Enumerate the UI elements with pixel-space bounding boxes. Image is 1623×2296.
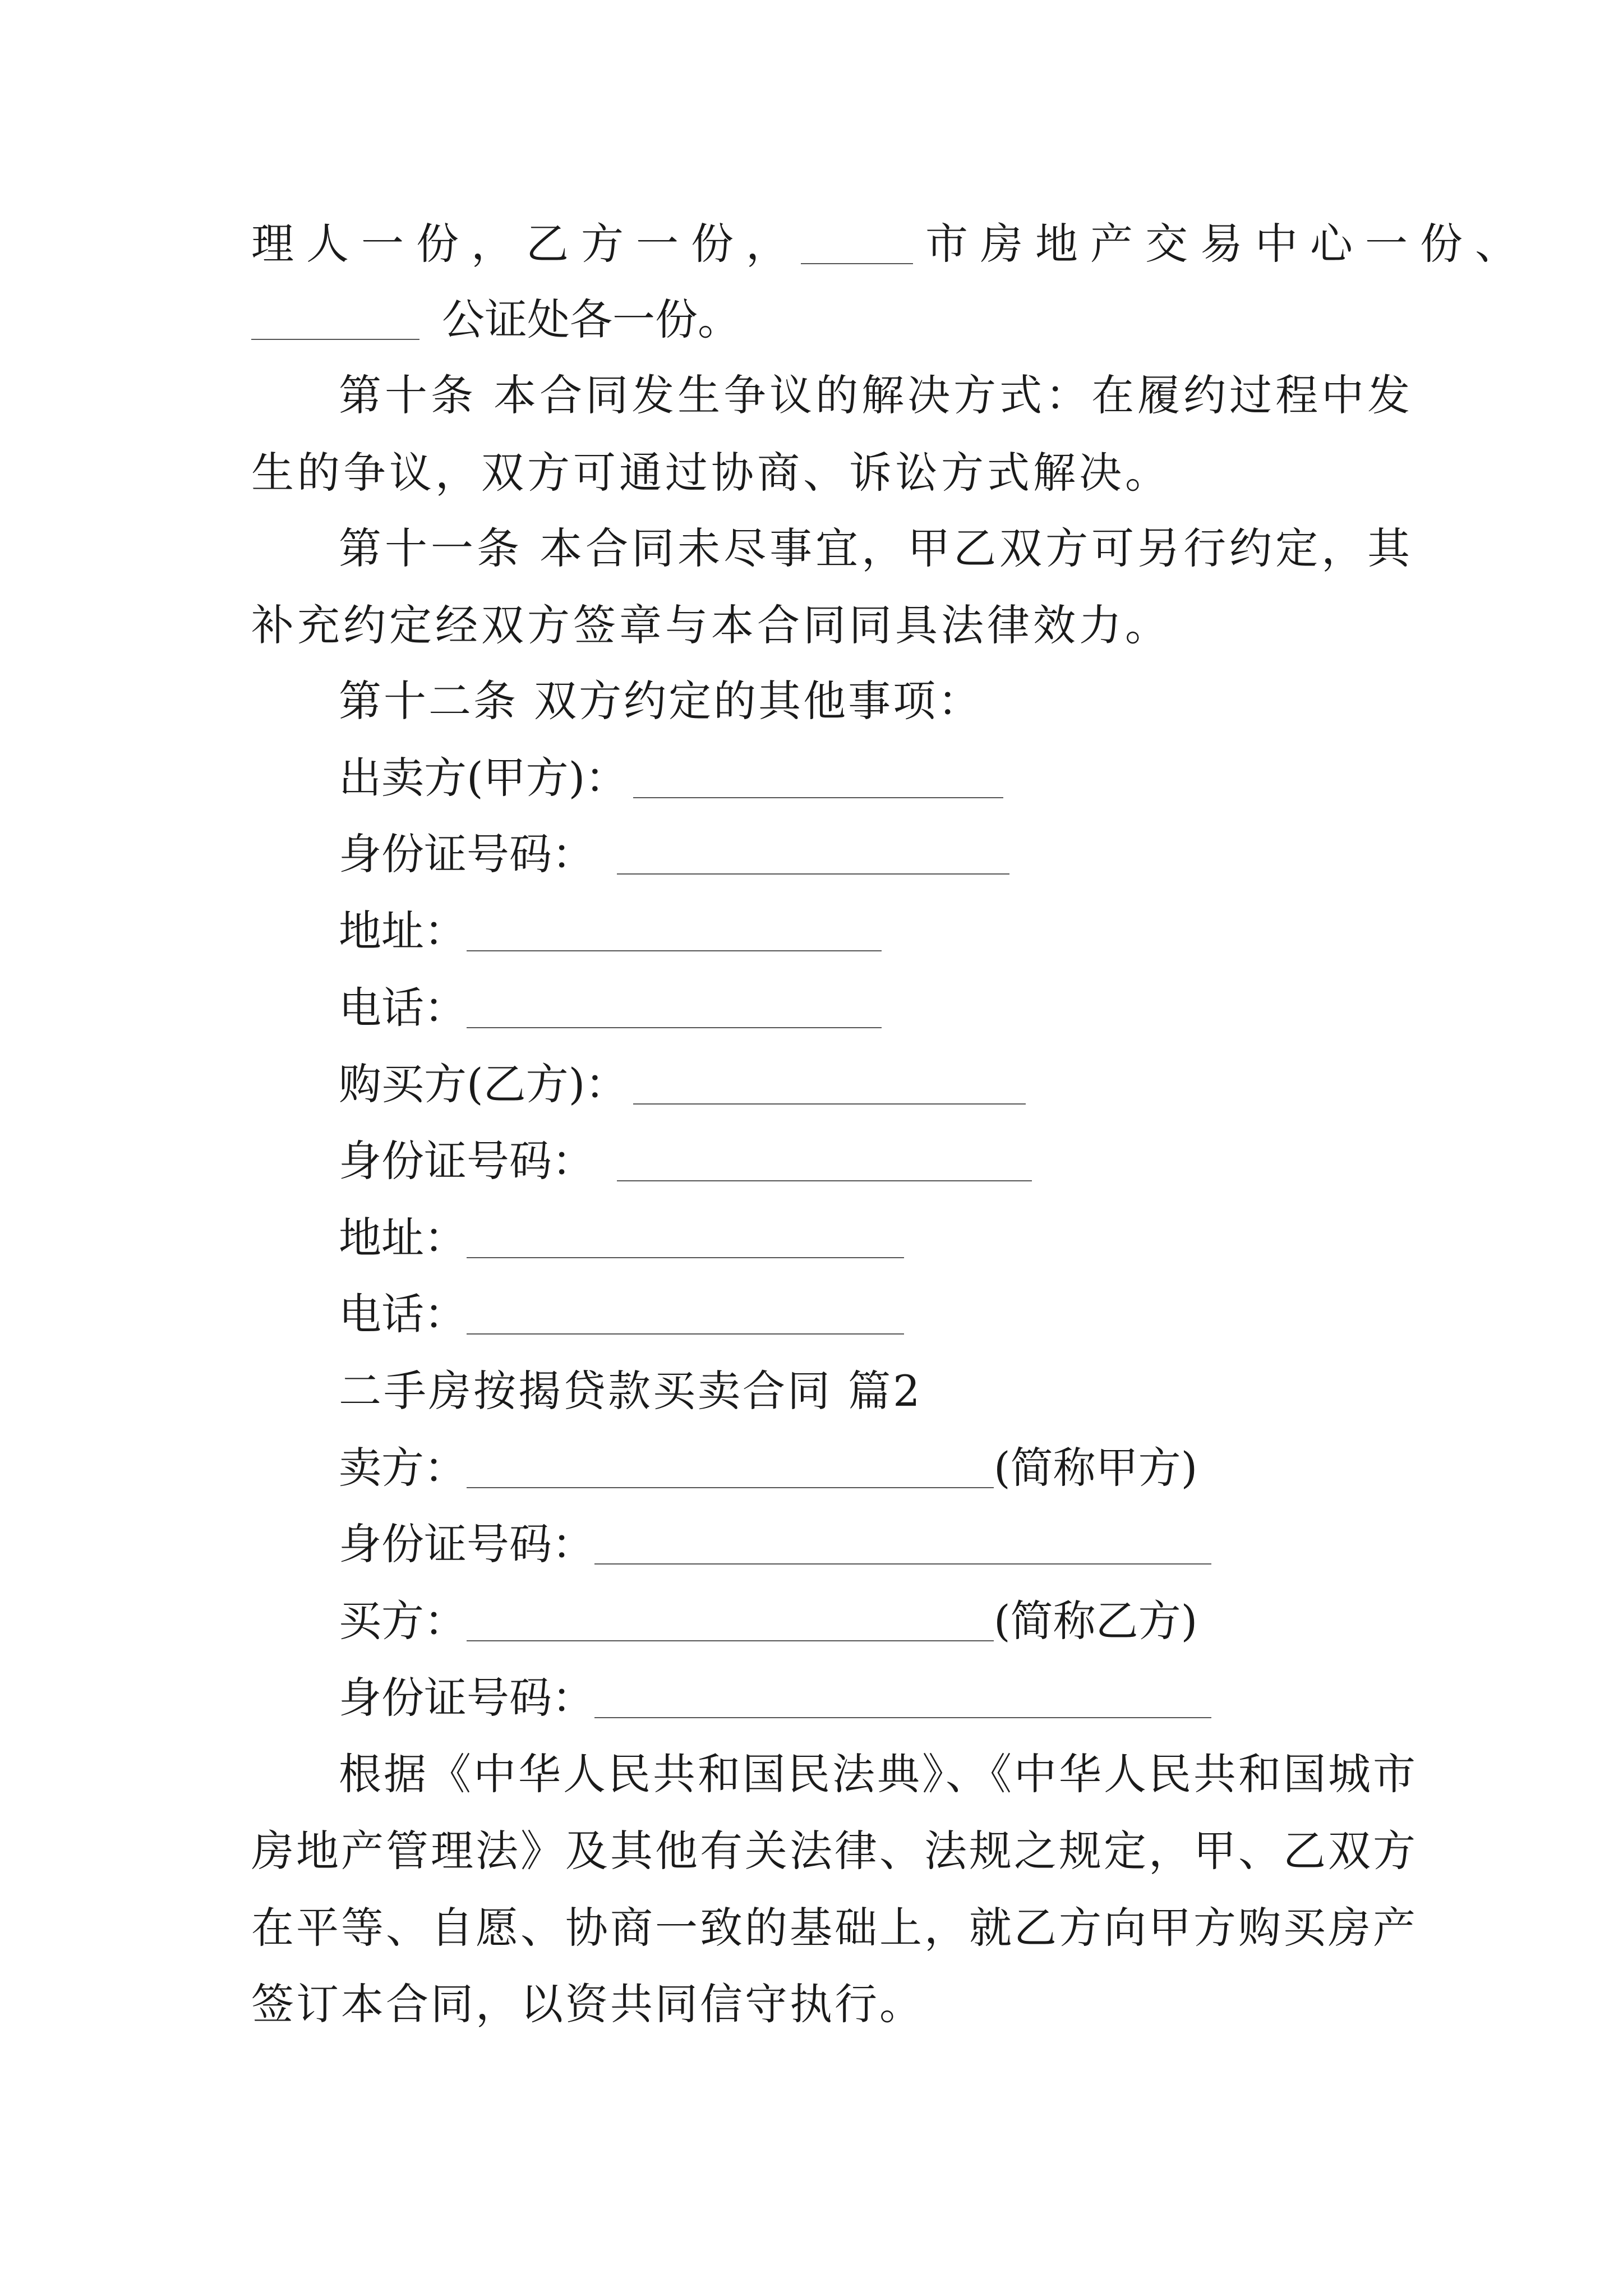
buyer-address-field[interactable] — [467, 1221, 904, 1258]
notary-line — [251, 292, 740, 348]
copies-text-2: 市房地产交易中心一份、 — [925, 219, 1530, 269]
seller-phone-field[interactable] — [467, 991, 882, 1028]
seller-phone-row — [339, 980, 882, 1036]
city-blank[interactable] — [801, 227, 913, 264]
seller2-id-row — [339, 1516, 1211, 1572]
buyer-id-field[interactable] — [617, 1144, 1032, 1181]
seller-id-row — [339, 826, 1009, 882]
buyer-address-row — [339, 1210, 904, 1266]
article-10-line-1: 第十条 本合同发生争议的解决方式：在履约过程中发 — [339, 370, 1414, 420]
buyer2-id-row — [339, 1670, 1211, 1726]
preamble-line-4: 签订本合同，以资共同信守执行。 — [251, 1979, 924, 2029]
buyer-phone-field[interactable] — [467, 1297, 904, 1335]
article-11-line-1: 第十一条 本合同未尽事宜，甲乙双方可另行约定，其 — [339, 523, 1414, 573]
buyer2-id-field[interactable] — [594, 1681, 1211, 1718]
seller-id-field[interactable] — [617, 838, 1009, 875]
buyer2-label: 买方： — [339, 1596, 467, 1646]
seller-address-field[interactable] — [467, 914, 882, 951]
seller-name-field[interactable] — [633, 761, 1003, 798]
buyer2-suffix: (简称乙方) — [994, 1596, 1198, 1646]
notary-blank[interactable] — [251, 303, 419, 340]
buyer2-row — [339, 1593, 1197, 1649]
article-11-line-2: 补充约定经双方签章与本合同同具法律效力。 — [251, 600, 1171, 650]
buyer-phone-row — [339, 1286, 904, 1342]
seller-label: 出卖方(甲方)： — [339, 753, 628, 803]
section-title: 二手房按揭贷款买卖合同 篇2 — [339, 1366, 923, 1416]
seller2-label: 卖方： — [339, 1443, 467, 1493]
buyer-label: 购买方(乙方)： — [339, 1059, 628, 1109]
seller2-id-field[interactable] — [594, 1527, 1211, 1565]
preamble-line-3: 在平等、自愿、协商一致的基础上，就乙方向甲方购买房产 — [251, 1903, 1418, 1953]
seller2-suffix: (简称甲方) — [994, 1443, 1198, 1493]
copies-line — [251, 216, 1530, 272]
seller2-name-field[interactable] — [467, 1451, 994, 1488]
seller-row — [339, 750, 1003, 806]
preamble-line-2: 房地产管理法》及其他有关法律、法规之规定，甲、乙双方 — [251, 1826, 1418, 1876]
buyer-address-label: 地址： — [339, 1213, 467, 1263]
seller-address-row — [339, 903, 882, 959]
article-10-line-2: 生的争议，双方可通过协商、诉讼方式解决。 — [251, 448, 1171, 498]
notary-text: 公证处各一份。 — [442, 295, 740, 344]
buyer-row — [339, 1056, 1026, 1112]
seller-id-label: 身份证号码： — [339, 829, 594, 879]
preamble-line-1: 根据《中华人民共和国民法典》、《中华人民共和国城市 — [339, 1749, 1418, 1799]
buyer2-id-label: 身份证号码： — [339, 1673, 594, 1723]
buyer-id-row — [339, 1133, 1032, 1189]
seller2-row — [339, 1440, 1197, 1496]
copies-text-1: 理人一份，乙方一份， — [251, 219, 801, 269]
article-12: 第十二条 双方约定的其他事项： — [339, 676, 983, 726]
buyer2-name-field[interactable] — [467, 1604, 994, 1641]
buyer-name-field[interactable] — [633, 1068, 1026, 1105]
buyer-phone-label: 电话： — [339, 1289, 467, 1339]
seller-address-label: 地址： — [339, 906, 467, 956]
seller-phone-label: 电话： — [339, 983, 467, 1033]
seller2-id-label: 身份证号码： — [339, 1519, 594, 1569]
buyer-id-label: 身份证号码： — [339, 1136, 594, 1186]
